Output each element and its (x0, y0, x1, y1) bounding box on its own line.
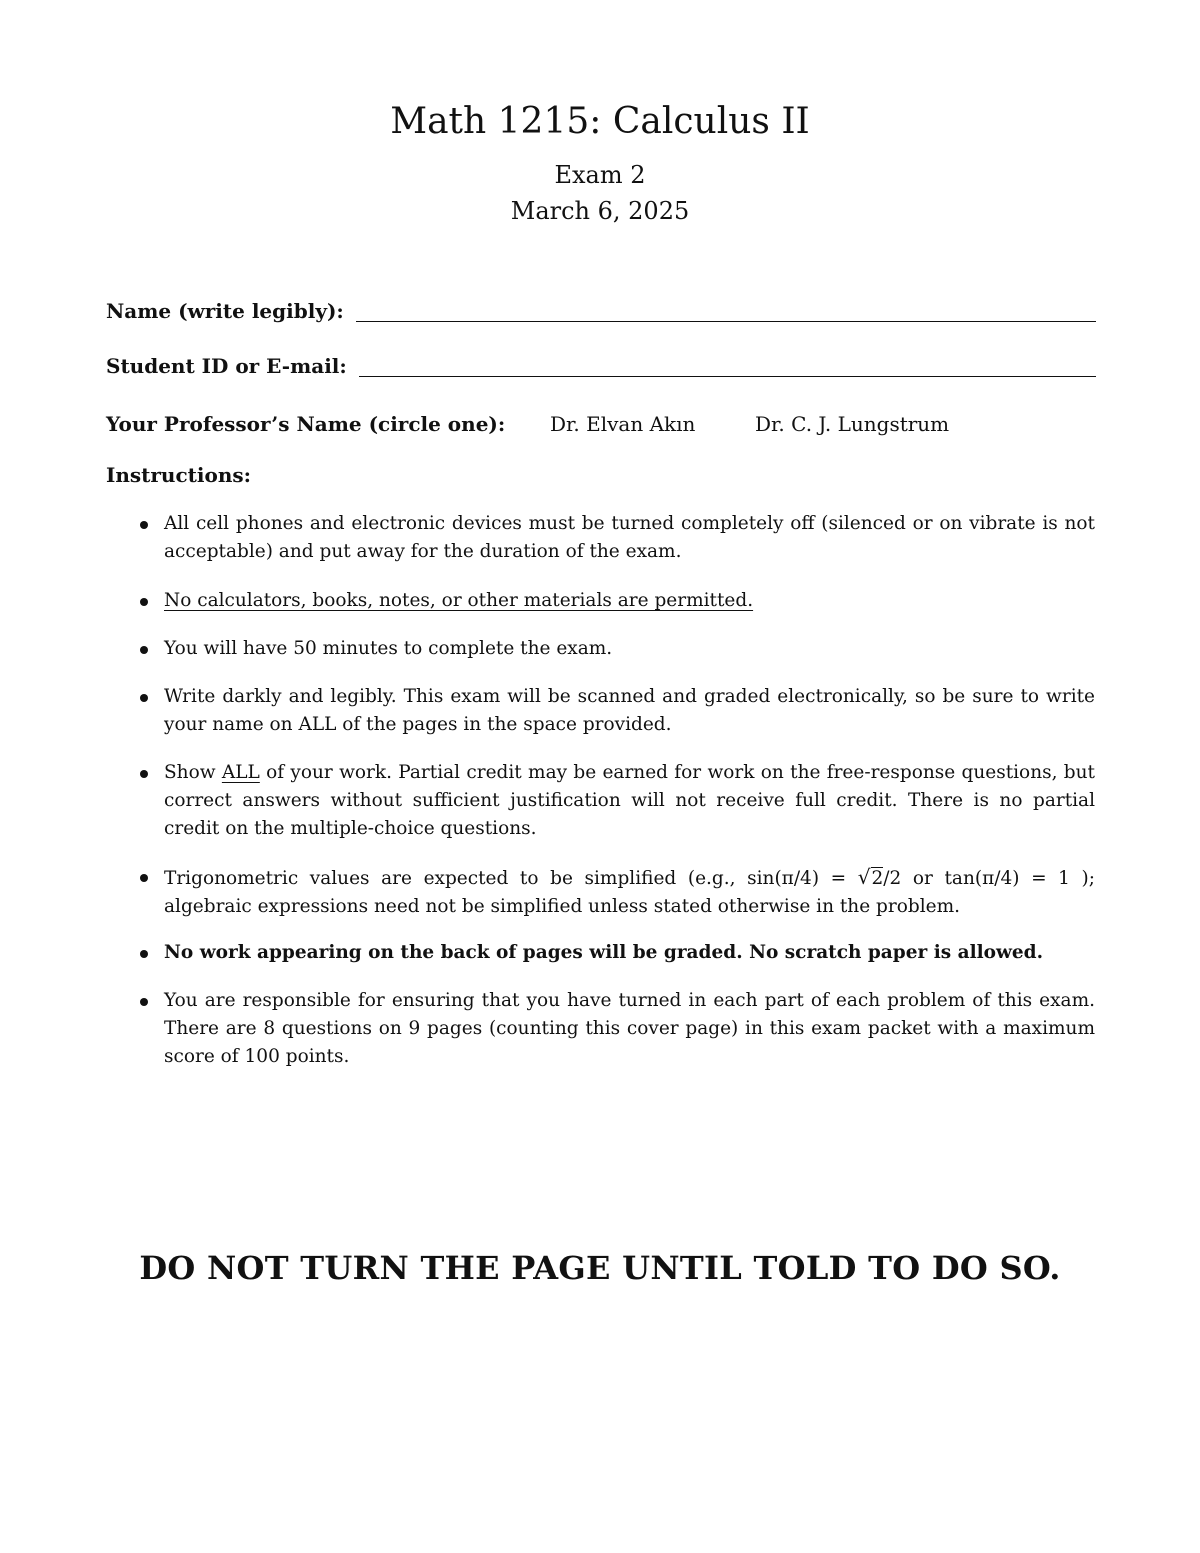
instruction-text-post: /2 or tan(π/4) = 1 ); algebraic expressions need not be simplified unless stated otherwise in the problem. (164, 868, 1096, 917)
instruction-text-pre: Show (164, 762, 222, 783)
bullet-icon (140, 646, 148, 654)
instruction-text-pre: Trigonometric values are expected to be simplified (e.g., sin(π/4) = (164, 868, 858, 889)
instruction-text-wrapper (164, 863, 1095, 921)
instruction-text: No calculators, books, notes, or other materials are permitted. (164, 590, 754, 611)
instruction-item (140, 683, 1095, 739)
course-title: Math 1215: Calculus II (390, 101, 810, 142)
instruction-text-wrapper (164, 759, 1095, 843)
name-label: Name (write legibly): (106, 299, 344, 323)
student-id-blank-line[interactable] (359, 358, 1096, 377)
instructions-heading: Instructions: (106, 463, 252, 487)
exam-number: Exam 2 (554, 161, 646, 189)
instruction-text: You are responsible for ensuring that you have turned in each part of each problem of this exam. There are 8 questions on 9 pages (counting this cover page) in this exam packet with a maximum score of 100 points. (164, 990, 1095, 1067)
radical-symbol: √ (857, 865, 871, 889)
instruction-item (140, 987, 1095, 1071)
exam-date: March 6, 2025 (510, 197, 690, 225)
instruction-item (140, 863, 1095, 921)
bullet-icon (140, 770, 148, 778)
radicand: 2 (871, 868, 884, 889)
instruction-item (140, 587, 1095, 615)
student-id-field (106, 353, 1096, 379)
instruction-text-wrapper (164, 587, 1095, 615)
bullet-icon (140, 598, 148, 606)
instruction-item (140, 510, 1095, 566)
bullet-icon (140, 521, 148, 529)
instruction-item (140, 939, 1095, 967)
instruction-text: Write darkly and legibly. This exam will be scanned and graded electronically, so be sure to write your name on ALL of the pages in the space provided. (164, 686, 1095, 735)
professor-field (106, 411, 950, 437)
instruction-text-post: of your work. Partial credit may be earned for work on the free-response questions, but correct answers without sufficient justification will not receive full credit. There is no partial credit on the multiple-choice questions. (164, 762, 1095, 839)
professor-option-akin[interactable]: Dr. Elvan Akın (550, 412, 696, 436)
professor-label: Your Professor’s Name (circle one): (106, 412, 506, 436)
instruction-text: All cell phones and electronic devices must be turned completely off (silenced or on vibrate is not acceptable) and put away for the duration of the exam. (164, 513, 1095, 562)
instruction-item (140, 635, 1095, 663)
instruction-item (140, 759, 1095, 843)
bullet-icon (140, 874, 148, 882)
student-id-label: Student ID or E-mail: (106, 354, 347, 378)
bullet-icon (140, 998, 148, 1006)
instruction-text-emphasis: ALL (221, 762, 260, 783)
bullet-icon (140, 694, 148, 702)
name-blank-line[interactable] (356, 303, 1096, 322)
instruction-text: You will have 50 minutes to complete the exam. (164, 638, 613, 659)
name-field (106, 298, 1096, 324)
professor-option-lungstrum[interactable]: Dr. C. J. Lungstrum (755, 412, 950, 436)
instruction-text: No work appearing on the back of pages will be graded. No scratch paper is allowed. (164, 942, 1044, 963)
bullet-icon (140, 950, 148, 958)
do-not-turn-warning: DO NOT TURN THE PAGE UNTIL TOLD TO DO SO. (139, 1249, 1061, 1287)
square-root-expression (858, 863, 884, 893)
